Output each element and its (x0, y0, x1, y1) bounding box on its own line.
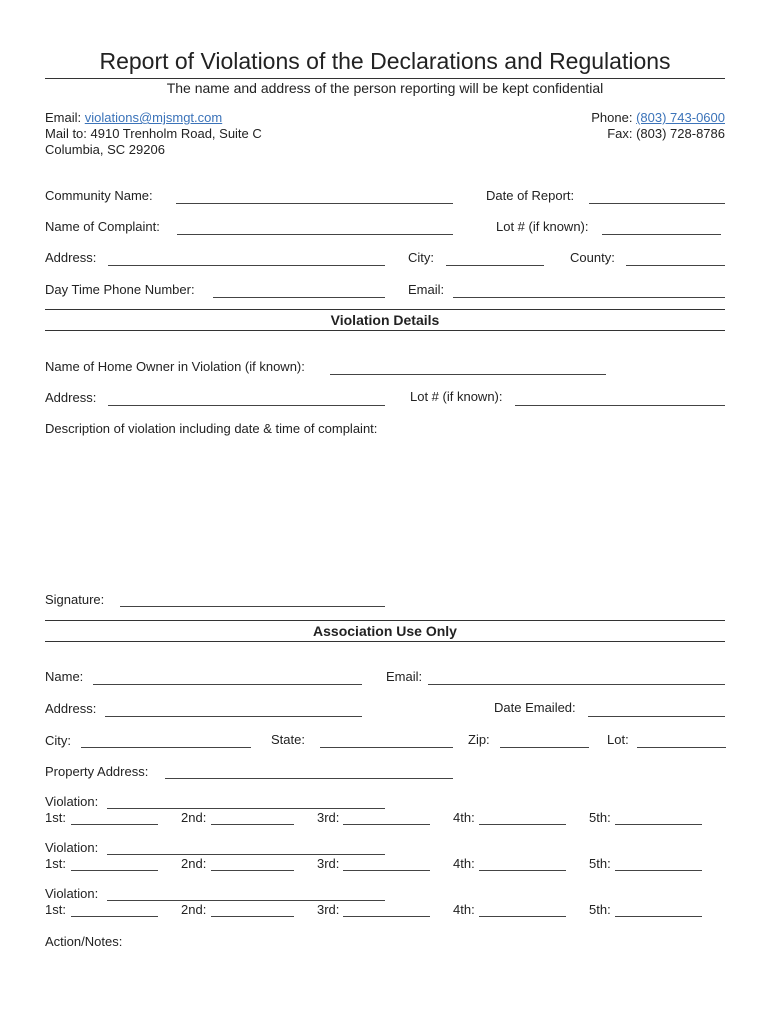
violation-3-third-field[interactable] (343, 916, 430, 917)
violation-3-fourth-label: 4th: (453, 902, 475, 917)
fax-number: Fax: (803) 728-8786 (607, 126, 725, 141)
mail-address: Mail to: 4910 Trenholm Road, Suite C (45, 126, 262, 141)
reporter-address-label: Address: (45, 250, 97, 265)
day-phone-label: Day Time Phone Number: (45, 282, 195, 297)
violation-1-fifth-field[interactable] (615, 824, 702, 825)
violation-2-fourth-label: 4th: (453, 856, 475, 871)
signature-label: Signature: (45, 592, 105, 607)
assoc-lot-field[interactable] (637, 747, 726, 748)
violation-3-fifth-label: 5th: (589, 902, 611, 917)
violation-2-third-label: 3rd: (317, 856, 340, 871)
violation-1-first-field[interactable] (71, 824, 158, 825)
community-field[interactable] (176, 203, 453, 204)
reporter-city-field[interactable] (446, 265, 544, 266)
violation-details-top-rule (45, 309, 725, 310)
title-divider (45, 78, 725, 79)
email-link[interactable]: violations@mjsmgt.com (84, 110, 223, 125)
contact-phone-row (591, 110, 725, 125)
violation-3-fifth-field[interactable] (615, 916, 702, 917)
association-top-rule (45, 620, 725, 621)
violation-lot-field[interactable] (515, 405, 725, 406)
assoc-email-label: Email: (386, 669, 423, 684)
assoc-zip-label: Zip: (468, 732, 490, 747)
page-subtitle: The name and address of the person reporting will be kept confidential (166, 80, 604, 96)
reporter-county-field[interactable] (626, 265, 725, 266)
reporter-lot-label: Lot # (if known): (496, 219, 589, 234)
property-address-field[interactable] (165, 778, 453, 779)
violation-3-field[interactable] (107, 900, 385, 901)
reporter-county-label: County: (570, 250, 615, 265)
violation-1-second-field[interactable] (211, 824, 294, 825)
city-state-zip: Columbia, SC 29206 (45, 142, 165, 157)
phone-link[interactable]: (803) 743-0600 (636, 110, 725, 125)
property-address-label: Property Address: (45, 764, 149, 779)
assoc-address-label: Address: (45, 701, 97, 716)
violation-1-fourth-field[interactable] (479, 824, 566, 825)
assoc-city-field[interactable] (81, 747, 251, 748)
assoc-state-label: State: (271, 732, 305, 747)
violation-2-fourth-field[interactable] (479, 870, 566, 871)
violation-address-label: Address: (45, 390, 97, 405)
phone-label: Phone: (591, 110, 633, 125)
description-area[interactable] (45, 440, 725, 580)
date-emailed-field[interactable] (588, 716, 725, 717)
violation-2-second-field[interactable] (211, 870, 294, 871)
community-label: Community Name: (45, 188, 153, 203)
assoc-address-field[interactable] (105, 716, 362, 717)
date-emailed-label: Date Emailed: (494, 700, 576, 715)
violation-1-fourth-label: 4th: (453, 810, 475, 825)
assoc-name-label: Name: (45, 669, 84, 684)
email-label: Email: (45, 110, 82, 125)
assoc-email-field[interactable] (428, 684, 725, 685)
action-notes-area[interactable] (45, 952, 725, 1012)
violation-2-first-field[interactable] (71, 870, 158, 871)
violation-2-field[interactable] (107, 854, 385, 855)
violation-2-third-field[interactable] (343, 870, 430, 871)
name-of-complaint-field[interactable] (177, 234, 453, 235)
signature-field[interactable] (120, 606, 385, 607)
page-title: Report of Violations of the Declarations and Regulations (99, 48, 671, 74)
date-of-report-label: Date of Report: (486, 188, 575, 203)
name-of-complaint-label: Name of Complaint: (45, 219, 160, 234)
violation-3-third-label: 3rd: (317, 902, 340, 917)
violation-3-second-label: 2nd: (181, 902, 207, 917)
violation-lot-label: Lot # (if known): (410, 389, 503, 404)
home-owner-label: Name of Home Owner in Violation (if known): (45, 359, 305, 374)
violation-2-label: Violation: (45, 840, 99, 855)
action-notes-label: Action/Notes: (45, 934, 123, 949)
reporter-email-field[interactable] (453, 297, 725, 298)
assoc-zip-field[interactable] (500, 747, 589, 748)
violation-3-second-field[interactable] (211, 916, 294, 917)
violation-1-third-field[interactable] (343, 824, 430, 825)
assoc-lot-label: Lot: (607, 732, 629, 747)
violation-3-first-field[interactable] (71, 916, 158, 917)
reporter-lot-field[interactable] (602, 234, 721, 235)
violation-1-third-label: 3rd: (317, 810, 340, 825)
reporter-address-field[interactable] (108, 265, 385, 266)
reporter-email-label: Email: (408, 282, 445, 297)
violation-2-fifth-field[interactable] (615, 870, 702, 871)
violation-details-heading: Violation Details (330, 312, 440, 328)
violation-details-bottom-rule (45, 330, 725, 331)
assoc-city-label: City: (45, 733, 71, 748)
violation-1-first-label: 1st: (45, 810, 66, 825)
description-label: Description of violation including date & time of complaint: (45, 421, 378, 436)
day-phone-field[interactable] (213, 297, 385, 298)
violation-2-fifth-label: 5th: (589, 856, 611, 871)
violation-3-first-label: 1st: (45, 902, 66, 917)
violation-3-fourth-field[interactable] (479, 916, 566, 917)
violation-2-second-label: 2nd: (181, 856, 207, 871)
assoc-name-field[interactable] (93, 684, 362, 685)
violation-2-first-label: 1st: (45, 856, 66, 871)
violation-1-fifth-label: 5th: (589, 810, 611, 825)
assoc-state-field[interactable] (320, 747, 453, 748)
contact-email-row (45, 110, 222, 125)
home-owner-field[interactable] (330, 374, 606, 375)
violation-3-label: Violation: (45, 886, 99, 901)
violation-1-second-label: 2nd: (181, 810, 207, 825)
association-bottom-rule (45, 641, 725, 642)
violation-1-label: Violation: (45, 794, 99, 809)
violation-address-field[interactable] (108, 405, 385, 406)
reporter-city-label: City: (408, 250, 434, 265)
violation-1-field[interactable] (107, 808, 385, 809)
date-of-report-field[interactable] (589, 203, 725, 204)
association-heading: Association Use Only (313, 623, 457, 639)
